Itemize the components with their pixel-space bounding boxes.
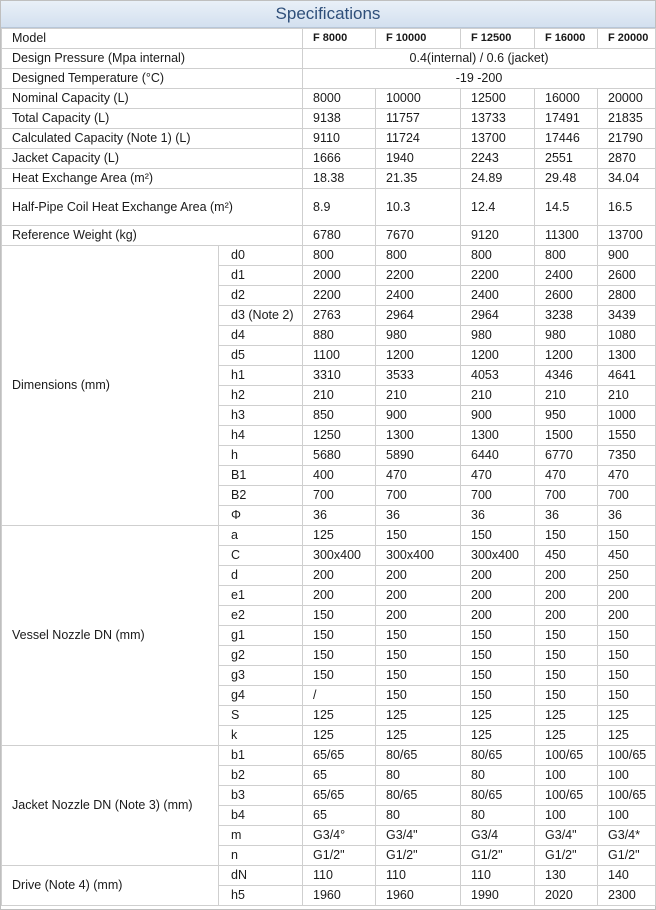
sub-label: B2 xyxy=(219,486,303,506)
value-cell: 9110 xyxy=(303,129,376,149)
value-cell: 125 xyxy=(376,726,461,746)
row-label: Half-Pipe Coil Heat Exchange Area (m²) xyxy=(2,189,303,226)
value-cell: 150 xyxy=(598,646,656,666)
value-cell: 10.3 xyxy=(376,189,461,226)
value-cell: 100/65 xyxy=(535,786,598,806)
value-cell: 16000 xyxy=(535,89,598,109)
value-cell: 200 xyxy=(535,586,598,606)
value-cell: 210 xyxy=(376,386,461,406)
value-cell: 200 xyxy=(303,566,376,586)
value-cell: 250 xyxy=(598,566,656,586)
sub-label: h2 xyxy=(219,386,303,406)
value-cell: 2400 xyxy=(535,266,598,286)
value-cell: 1500 xyxy=(535,426,598,446)
sub-label: b4 xyxy=(219,806,303,826)
value-cell: 11757 xyxy=(376,109,461,129)
value-cell: 2200 xyxy=(376,266,461,286)
value-cell: 2600 xyxy=(598,266,656,286)
group-label: Drive (Note 4) (mm) xyxy=(2,866,219,906)
value-cell: 24.89 xyxy=(461,169,535,189)
value-cell: 210 xyxy=(535,386,598,406)
value-cell: 4053 xyxy=(461,366,535,386)
row-label: Jacket Capacity (L) xyxy=(2,149,303,169)
value-cell: 450 xyxy=(598,546,656,566)
value-cell: 150 xyxy=(303,606,376,626)
value-cell: 100 xyxy=(598,806,656,826)
sub-label: k xyxy=(219,726,303,746)
sub-label: e1 xyxy=(219,586,303,606)
value-cell: 8.9 xyxy=(303,189,376,226)
value-cell: 470 xyxy=(461,466,535,486)
table-row xyxy=(2,109,656,129)
value-cell: 150 xyxy=(535,666,598,686)
group-label: Dimensions (mm) xyxy=(2,246,219,526)
value-cell: 150 xyxy=(461,666,535,686)
sub-label: h4 xyxy=(219,426,303,446)
model-header: Model xyxy=(2,29,303,49)
value-cell: 2400 xyxy=(376,286,461,306)
value-cell: 110 xyxy=(303,866,376,886)
value-cell: 150 xyxy=(376,666,461,686)
model-column-header: F 12500 xyxy=(461,29,535,49)
sub-label: g2 xyxy=(219,646,303,666)
value-cell: 150 xyxy=(535,646,598,666)
value-cell: 80/65 xyxy=(461,746,535,766)
value-cell: 470 xyxy=(376,466,461,486)
group-label: Jacket Nozzle DN (Note 3) (mm) xyxy=(2,746,219,866)
header-row xyxy=(2,29,656,49)
value-cell: 100 xyxy=(598,766,656,786)
value-cell: 12500 xyxy=(461,89,535,109)
sub-label: d2 xyxy=(219,286,303,306)
sub-label: h xyxy=(219,446,303,466)
value-cell: G1/2" xyxy=(376,846,461,866)
value-cell: 150 xyxy=(598,626,656,646)
value-cell: 450 xyxy=(535,546,598,566)
sub-label: h1 xyxy=(219,366,303,386)
sub-label: h5 xyxy=(219,886,303,906)
value-cell: 1200 xyxy=(461,346,535,366)
value-cell: 150 xyxy=(376,646,461,666)
value-cell: 150 xyxy=(376,626,461,646)
value-cell: 125 xyxy=(598,726,656,746)
value-cell: 36 xyxy=(598,506,656,526)
value-cell: G3/4° xyxy=(303,826,376,846)
value-cell: 2870 xyxy=(598,149,656,169)
value-cell: 125 xyxy=(535,726,598,746)
value-cell: G3/4" xyxy=(376,826,461,846)
value-cell: 1940 xyxy=(376,149,461,169)
sub-label: h3 xyxy=(219,406,303,426)
value-cell: 2400 xyxy=(461,286,535,306)
value-cell: 80 xyxy=(461,766,535,786)
value-cell: 2000 xyxy=(303,266,376,286)
value-cell: G1/2" xyxy=(303,846,376,866)
value-cell: 300x400 xyxy=(461,546,535,566)
table-row xyxy=(2,246,656,266)
value-cell: 100 xyxy=(535,806,598,826)
value-cell: 200 xyxy=(535,566,598,586)
sub-label: b2 xyxy=(219,766,303,786)
value-cell: 2964 xyxy=(376,306,461,326)
value-cell: 1960 xyxy=(303,886,376,906)
value-cell: 21.35 xyxy=(376,169,461,189)
value-cell: 2763 xyxy=(303,306,376,326)
value-cell: 200 xyxy=(376,606,461,626)
value-cell: 1100 xyxy=(303,346,376,366)
table-row xyxy=(2,129,656,149)
row-label: Designed Temperature (°C) xyxy=(2,69,303,89)
value-cell: 150 xyxy=(598,666,656,686)
table-row xyxy=(2,169,656,189)
value-cell: 700 xyxy=(461,486,535,506)
sub-label: g4 xyxy=(219,686,303,706)
value-cell: 13700 xyxy=(461,129,535,149)
value-cell: 12.4 xyxy=(461,189,535,226)
value-cell: 150 xyxy=(598,526,656,546)
spanned-value: -19 -200 xyxy=(303,69,656,89)
value-cell: G3/4* xyxy=(598,826,656,846)
sub-label: C xyxy=(219,546,303,566)
value-cell: 125 xyxy=(461,706,535,726)
value-cell: 5680 xyxy=(303,446,376,466)
value-cell: 80 xyxy=(376,766,461,786)
value-cell: G1/2" xyxy=(461,846,535,866)
value-cell: 400 xyxy=(303,466,376,486)
value-cell: 34.04 xyxy=(598,169,656,189)
value-cell: 200 xyxy=(376,566,461,586)
value-cell: 36 xyxy=(376,506,461,526)
model-column-header: F 20000 xyxy=(598,29,656,49)
value-cell: 980 xyxy=(461,326,535,346)
value-cell: 980 xyxy=(535,326,598,346)
table-row xyxy=(2,69,656,89)
value-cell: 5890 xyxy=(376,446,461,466)
value-cell: 125 xyxy=(303,526,376,546)
row-label: Reference Weight (kg) xyxy=(2,226,303,246)
value-cell: 1200 xyxy=(535,346,598,366)
value-cell: 150 xyxy=(376,526,461,546)
sub-label: g1 xyxy=(219,626,303,646)
value-cell: 3439 xyxy=(598,306,656,326)
value-cell: 1080 xyxy=(598,326,656,346)
value-cell: 1200 xyxy=(376,346,461,366)
value-cell: G3/4 xyxy=(461,826,535,846)
sub-label: B1 xyxy=(219,466,303,486)
row-label: Nominal Capacity (L) xyxy=(2,89,303,109)
value-cell: 100/65 xyxy=(535,746,598,766)
value-cell: 3310 xyxy=(303,366,376,386)
value-cell: 18.38 xyxy=(303,169,376,189)
value-cell: 11300 xyxy=(535,226,598,246)
sub-label: b1 xyxy=(219,746,303,766)
value-cell: 700 xyxy=(535,486,598,506)
value-cell: 1550 xyxy=(598,426,656,446)
value-cell: 125 xyxy=(535,706,598,726)
table-row xyxy=(2,49,656,69)
table-row xyxy=(2,189,656,226)
value-cell: 80 xyxy=(376,806,461,826)
value-cell: 17491 xyxy=(535,109,598,129)
value-cell: 13733 xyxy=(461,109,535,129)
value-cell: 980 xyxy=(376,326,461,346)
value-cell: 150 xyxy=(303,666,376,686)
value-cell: 200 xyxy=(461,586,535,606)
value-cell: 300x400 xyxy=(303,546,376,566)
value-cell: 1300 xyxy=(376,426,461,446)
value-cell: 950 xyxy=(535,406,598,426)
value-cell: 470 xyxy=(598,466,656,486)
sub-label: a xyxy=(219,526,303,546)
value-cell: 210 xyxy=(598,386,656,406)
value-cell: 110 xyxy=(461,866,535,886)
value-cell: 2800 xyxy=(598,286,656,306)
value-cell: 800 xyxy=(376,246,461,266)
table-row xyxy=(2,866,656,886)
value-cell: 125 xyxy=(598,706,656,726)
value-cell: 200 xyxy=(303,586,376,606)
table-row xyxy=(2,746,656,766)
table-row xyxy=(2,226,656,246)
value-cell: 65/65 xyxy=(303,746,376,766)
value-cell: 800 xyxy=(303,246,376,266)
value-cell: 9138 xyxy=(303,109,376,129)
sub-label: d4 xyxy=(219,326,303,346)
value-cell: 200 xyxy=(376,586,461,606)
value-cell: 4641 xyxy=(598,366,656,386)
value-cell: 2020 xyxy=(535,886,598,906)
value-cell: G1/2" xyxy=(598,846,656,866)
value-cell: 6440 xyxy=(461,446,535,466)
table-row xyxy=(2,89,656,109)
value-cell: 100 xyxy=(535,766,598,786)
value-cell: 65 xyxy=(303,766,376,786)
value-cell: 3238 xyxy=(535,306,598,326)
value-cell: 125 xyxy=(461,726,535,746)
value-cell: 470 xyxy=(535,466,598,486)
sub-label: e2 xyxy=(219,606,303,626)
page-title: Specifications xyxy=(1,1,655,28)
value-cell: G1/2" xyxy=(535,846,598,866)
value-cell: 900 xyxy=(376,406,461,426)
value-cell: 1250 xyxy=(303,426,376,446)
value-cell: 2300 xyxy=(598,886,656,906)
sub-label: d3 (Note 2) xyxy=(219,306,303,326)
group-label: Vessel Nozzle DN (mm) xyxy=(2,526,219,746)
value-cell: 9120 xyxy=(461,226,535,246)
table-row xyxy=(2,526,656,546)
model-column-header: F 16000 xyxy=(535,29,598,49)
value-cell: 125 xyxy=(303,726,376,746)
sub-label: dN xyxy=(219,866,303,886)
row-label: Calculated Capacity (Note 1) (L) xyxy=(2,129,303,149)
value-cell: 7350 xyxy=(598,446,656,466)
value-cell: 36 xyxy=(535,506,598,526)
value-cell: 900 xyxy=(598,246,656,266)
value-cell: 880 xyxy=(303,326,376,346)
value-cell: 2200 xyxy=(461,266,535,286)
sub-label: d5 xyxy=(219,346,303,366)
value-cell: 1960 xyxy=(376,886,461,906)
value-cell: 900 xyxy=(461,406,535,426)
value-cell: 100/65 xyxy=(598,786,656,806)
value-cell: 6770 xyxy=(535,446,598,466)
table-row xyxy=(2,149,656,169)
value-cell: G3/4" xyxy=(535,826,598,846)
value-cell: 80/65 xyxy=(376,746,461,766)
value-cell: 1300 xyxy=(598,346,656,366)
value-cell: 200 xyxy=(598,586,656,606)
value-cell: 2964 xyxy=(461,306,535,326)
value-cell: 130 xyxy=(535,866,598,886)
value-cell: 2551 xyxy=(535,149,598,169)
value-cell: 800 xyxy=(461,246,535,266)
value-cell: 200 xyxy=(598,606,656,626)
value-cell: 150 xyxy=(461,646,535,666)
value-cell: 700 xyxy=(303,486,376,506)
value-cell: 2600 xyxy=(535,286,598,306)
sub-label: d1 xyxy=(219,266,303,286)
value-cell: 17446 xyxy=(535,129,598,149)
value-cell: 13700 xyxy=(598,226,656,246)
sub-label: g3 xyxy=(219,666,303,686)
row-label: Design Pressure (Mpa internal) xyxy=(2,49,303,69)
value-cell: 4346 xyxy=(535,366,598,386)
value-cell: 110 xyxy=(376,866,461,886)
value-cell: 850 xyxy=(303,406,376,426)
value-cell: 150 xyxy=(598,686,656,706)
value-cell: 300x400 xyxy=(376,546,461,566)
value-cell: 10000 xyxy=(376,89,461,109)
spanned-value: 0.4(internal) / 0.6 (jacket) xyxy=(303,49,656,69)
value-cell: 6780 xyxy=(303,226,376,246)
sub-label: m xyxy=(219,826,303,846)
specifications-table xyxy=(1,28,656,906)
value-cell: 11724 xyxy=(376,129,461,149)
value-cell: 210 xyxy=(461,386,535,406)
value-cell: 150 xyxy=(461,626,535,646)
value-cell: 16.5 xyxy=(598,189,656,226)
value-cell: 14.5 xyxy=(535,189,598,226)
sub-label: n xyxy=(219,846,303,866)
sub-label: d xyxy=(219,566,303,586)
value-cell: 8000 xyxy=(303,89,376,109)
value-cell: 150 xyxy=(303,626,376,646)
value-cell: 125 xyxy=(303,706,376,726)
value-cell: 800 xyxy=(535,246,598,266)
value-cell: 200 xyxy=(461,566,535,586)
value-cell: 80/65 xyxy=(376,786,461,806)
sub-label: Φ xyxy=(219,506,303,526)
value-cell: 700 xyxy=(598,486,656,506)
value-cell: 150 xyxy=(535,526,598,546)
value-cell: 21835 xyxy=(598,109,656,129)
value-cell: 21790 xyxy=(598,129,656,149)
value-cell: 150 xyxy=(461,526,535,546)
value-cell: 36 xyxy=(461,506,535,526)
row-label: Total Capacity (L) xyxy=(2,109,303,129)
value-cell: 1990 xyxy=(461,886,535,906)
value-cell: 7670 xyxy=(376,226,461,246)
value-cell: 150 xyxy=(535,686,598,706)
value-cell: 150 xyxy=(461,686,535,706)
sub-label: S xyxy=(219,706,303,726)
value-cell: 1300 xyxy=(461,426,535,446)
model-column-header: F 8000 xyxy=(303,29,376,49)
value-cell: 1000 xyxy=(598,406,656,426)
value-cell: 200 xyxy=(461,606,535,626)
value-cell: 20000 xyxy=(598,89,656,109)
value-cell: 3533 xyxy=(376,366,461,386)
value-cell: 200 xyxy=(535,606,598,626)
value-cell: 150 xyxy=(376,686,461,706)
value-cell: 150 xyxy=(303,646,376,666)
value-cell: 2200 xyxy=(303,286,376,306)
value-cell: 65/65 xyxy=(303,786,376,806)
value-cell: / xyxy=(303,686,376,706)
sub-label: b3 xyxy=(219,786,303,806)
row-label: Heat Exchange Area (m²) xyxy=(2,169,303,189)
value-cell: 140 xyxy=(598,866,656,886)
value-cell: 2243 xyxy=(461,149,535,169)
value-cell: 100/65 xyxy=(598,746,656,766)
value-cell: 150 xyxy=(535,626,598,646)
value-cell: 80 xyxy=(461,806,535,826)
value-cell: 700 xyxy=(376,486,461,506)
sub-label: d0 xyxy=(219,246,303,266)
value-cell: 210 xyxy=(303,386,376,406)
value-cell: 29.48 xyxy=(535,169,598,189)
model-column-header: F 10000 xyxy=(376,29,461,49)
value-cell: 125 xyxy=(376,706,461,726)
value-cell: 36 xyxy=(303,506,376,526)
value-cell: 65 xyxy=(303,806,376,826)
value-cell: 1666 xyxy=(303,149,376,169)
value-cell: 80/65 xyxy=(461,786,535,806)
